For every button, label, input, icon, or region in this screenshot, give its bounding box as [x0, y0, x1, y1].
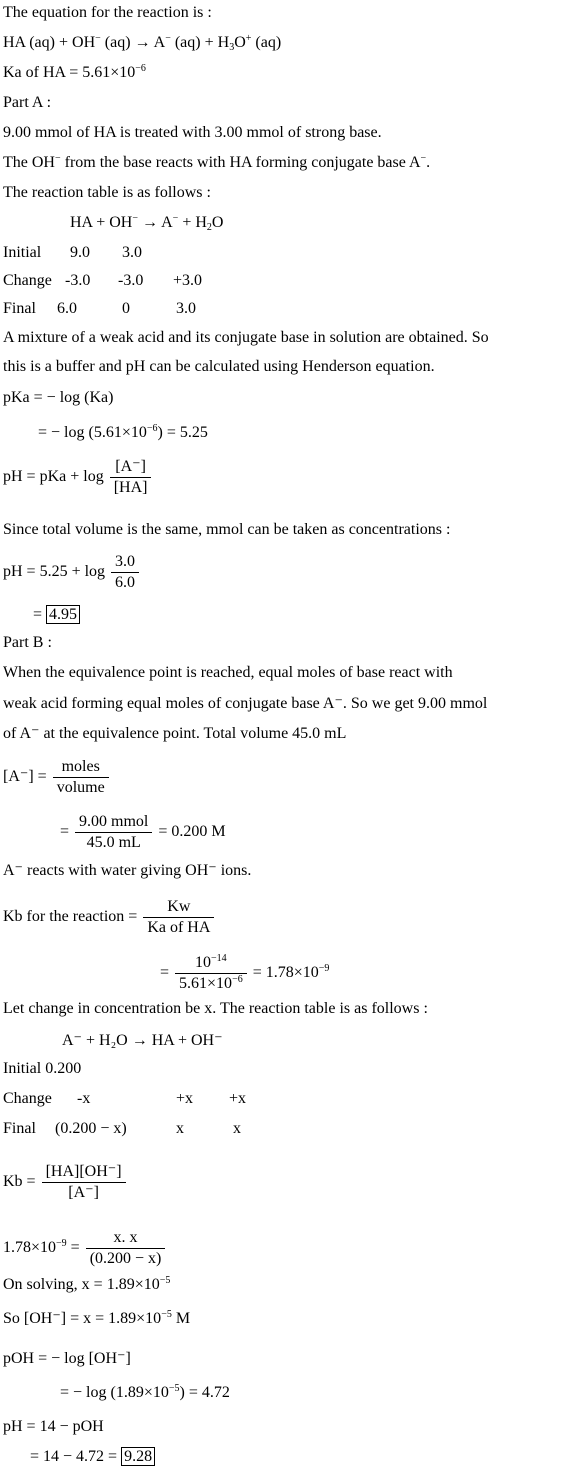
part-b-title: Part B :: [3, 634, 52, 651]
pka-line-2: = − $\log (5.61\times 10^{-6}) = 5.25$: [38, 423, 208, 441]
buffer-line-1: A mixture of a weak acid and its conjugate base in solution are obtained. So: [3, 329, 489, 346]
kb-formula: Kb for the reaction = $\frac{Kw}{\text{Ka of HA}}$: [3, 898, 216, 937]
concentration-value: = $\frac{\text{9.00 mmol}}{45.0 mL}$ = 0.200 M: [60, 813, 226, 851]
henderson-equation: pH = pKa + log $\frac{[A^-]}{[HA]}$: [3, 458, 153, 497]
part-a-line-3: The reaction table is as follows :: [3, 184, 211, 201]
answer-box-b: 9.28: [121, 1447, 155, 1466]
poh-line-1: pOH = − log [OH⁻]: [3, 1350, 131, 1367]
kb-table-initial: Initial 0.200: [3, 1060, 82, 1077]
ph-result-a: = 4.95: [33, 606, 80, 624]
ph-line-1: pH = 14 − pOH: [3, 1418, 104, 1435]
kb-expression: Kb = $\frac{[HA][OH^-]}{[A^-]}$: [3, 1163, 128, 1202]
hydrolysis-line: A⁻ reacts with water giving OH⁻ ions.: [3, 862, 252, 879]
poh-line-2: = − $\log (1.89\times 10^{-5}) = 4.72$: [60, 1383, 230, 1401]
change-line: Let change in concentration be x. The reaction table is as follows :: [3, 1000, 428, 1017]
concentration-formula: [A⁻] = $\frac{\text{moles}}{\text{volume}}$: [3, 758, 111, 797]
kb-solve-equation: $1.78\times 10^{-9}$ = $\frac{x. x}{(0.200 - x)}$: [3, 1229, 167, 1268]
part-b-line-3: of A⁻ at the equivalence point. Total volume 45.0 mL: [3, 725, 347, 742]
pka-line-1: pKa = − log (Ka): [3, 389, 114, 406]
part-a-line-2: The OH− from the base reacts with HA forming conjugate base A−.: [3, 153, 431, 171]
ph-result-b: = 14 − 4.72 = 9.28: [30, 1448, 155, 1466]
oh-concentration: So $[OH^-] = x = 1.89\times 10^{-5}$ M: [3, 1309, 191, 1327]
buffer-line-2: this is a buffer and pH can be calculated using Henderson equation.: [3, 358, 435, 375]
reaction-equation: HA (aq) + OH− (aq) → A− $(aq) + H_3O^+$ (aq): [3, 33, 282, 53]
part-a-title: Part A :: [3, 94, 52, 111]
kb-value: = $\frac{10^{-14}}{5.61\times 10^{-6}}$ = $1.78\times 10^{-9}$: [160, 953, 330, 992]
answer-box-a: 4.95: [46, 605, 80, 624]
ka-line: Ka of HA = $5.61\times 10^{-6}$: [3, 63, 146, 81]
part-b-line-1: When the equivalence point is reached, equal moles of base react with: [3, 664, 453, 681]
part-a-line-1: 9.00 mmol of HA is treated with 3.00 mmol of strong base.: [3, 124, 382, 141]
kb-table-header: A⁻ + H₂O → HA + OH⁻: [62, 1032, 223, 1049]
intro-line: The equation for the reaction is :: [3, 4, 212, 21]
volume-note: Since total volume is the same, mmol can be taken as concentrations :: [3, 521, 451, 538]
part-b-line-2: weak acid forming equal moles of conjugate base A⁻. So we get 9.00 mmol: [3, 695, 488, 712]
reaction-table-header: HA + $OH^- \to A^- + H_2O$: [70, 213, 224, 233]
solving-line: On solving, $x = 1.89\times 10^{-5}$: [3, 1275, 171, 1293]
ph-calculation: pH = 5.25 + log $\frac{3.0}{6.0}$: [3, 553, 141, 592]
